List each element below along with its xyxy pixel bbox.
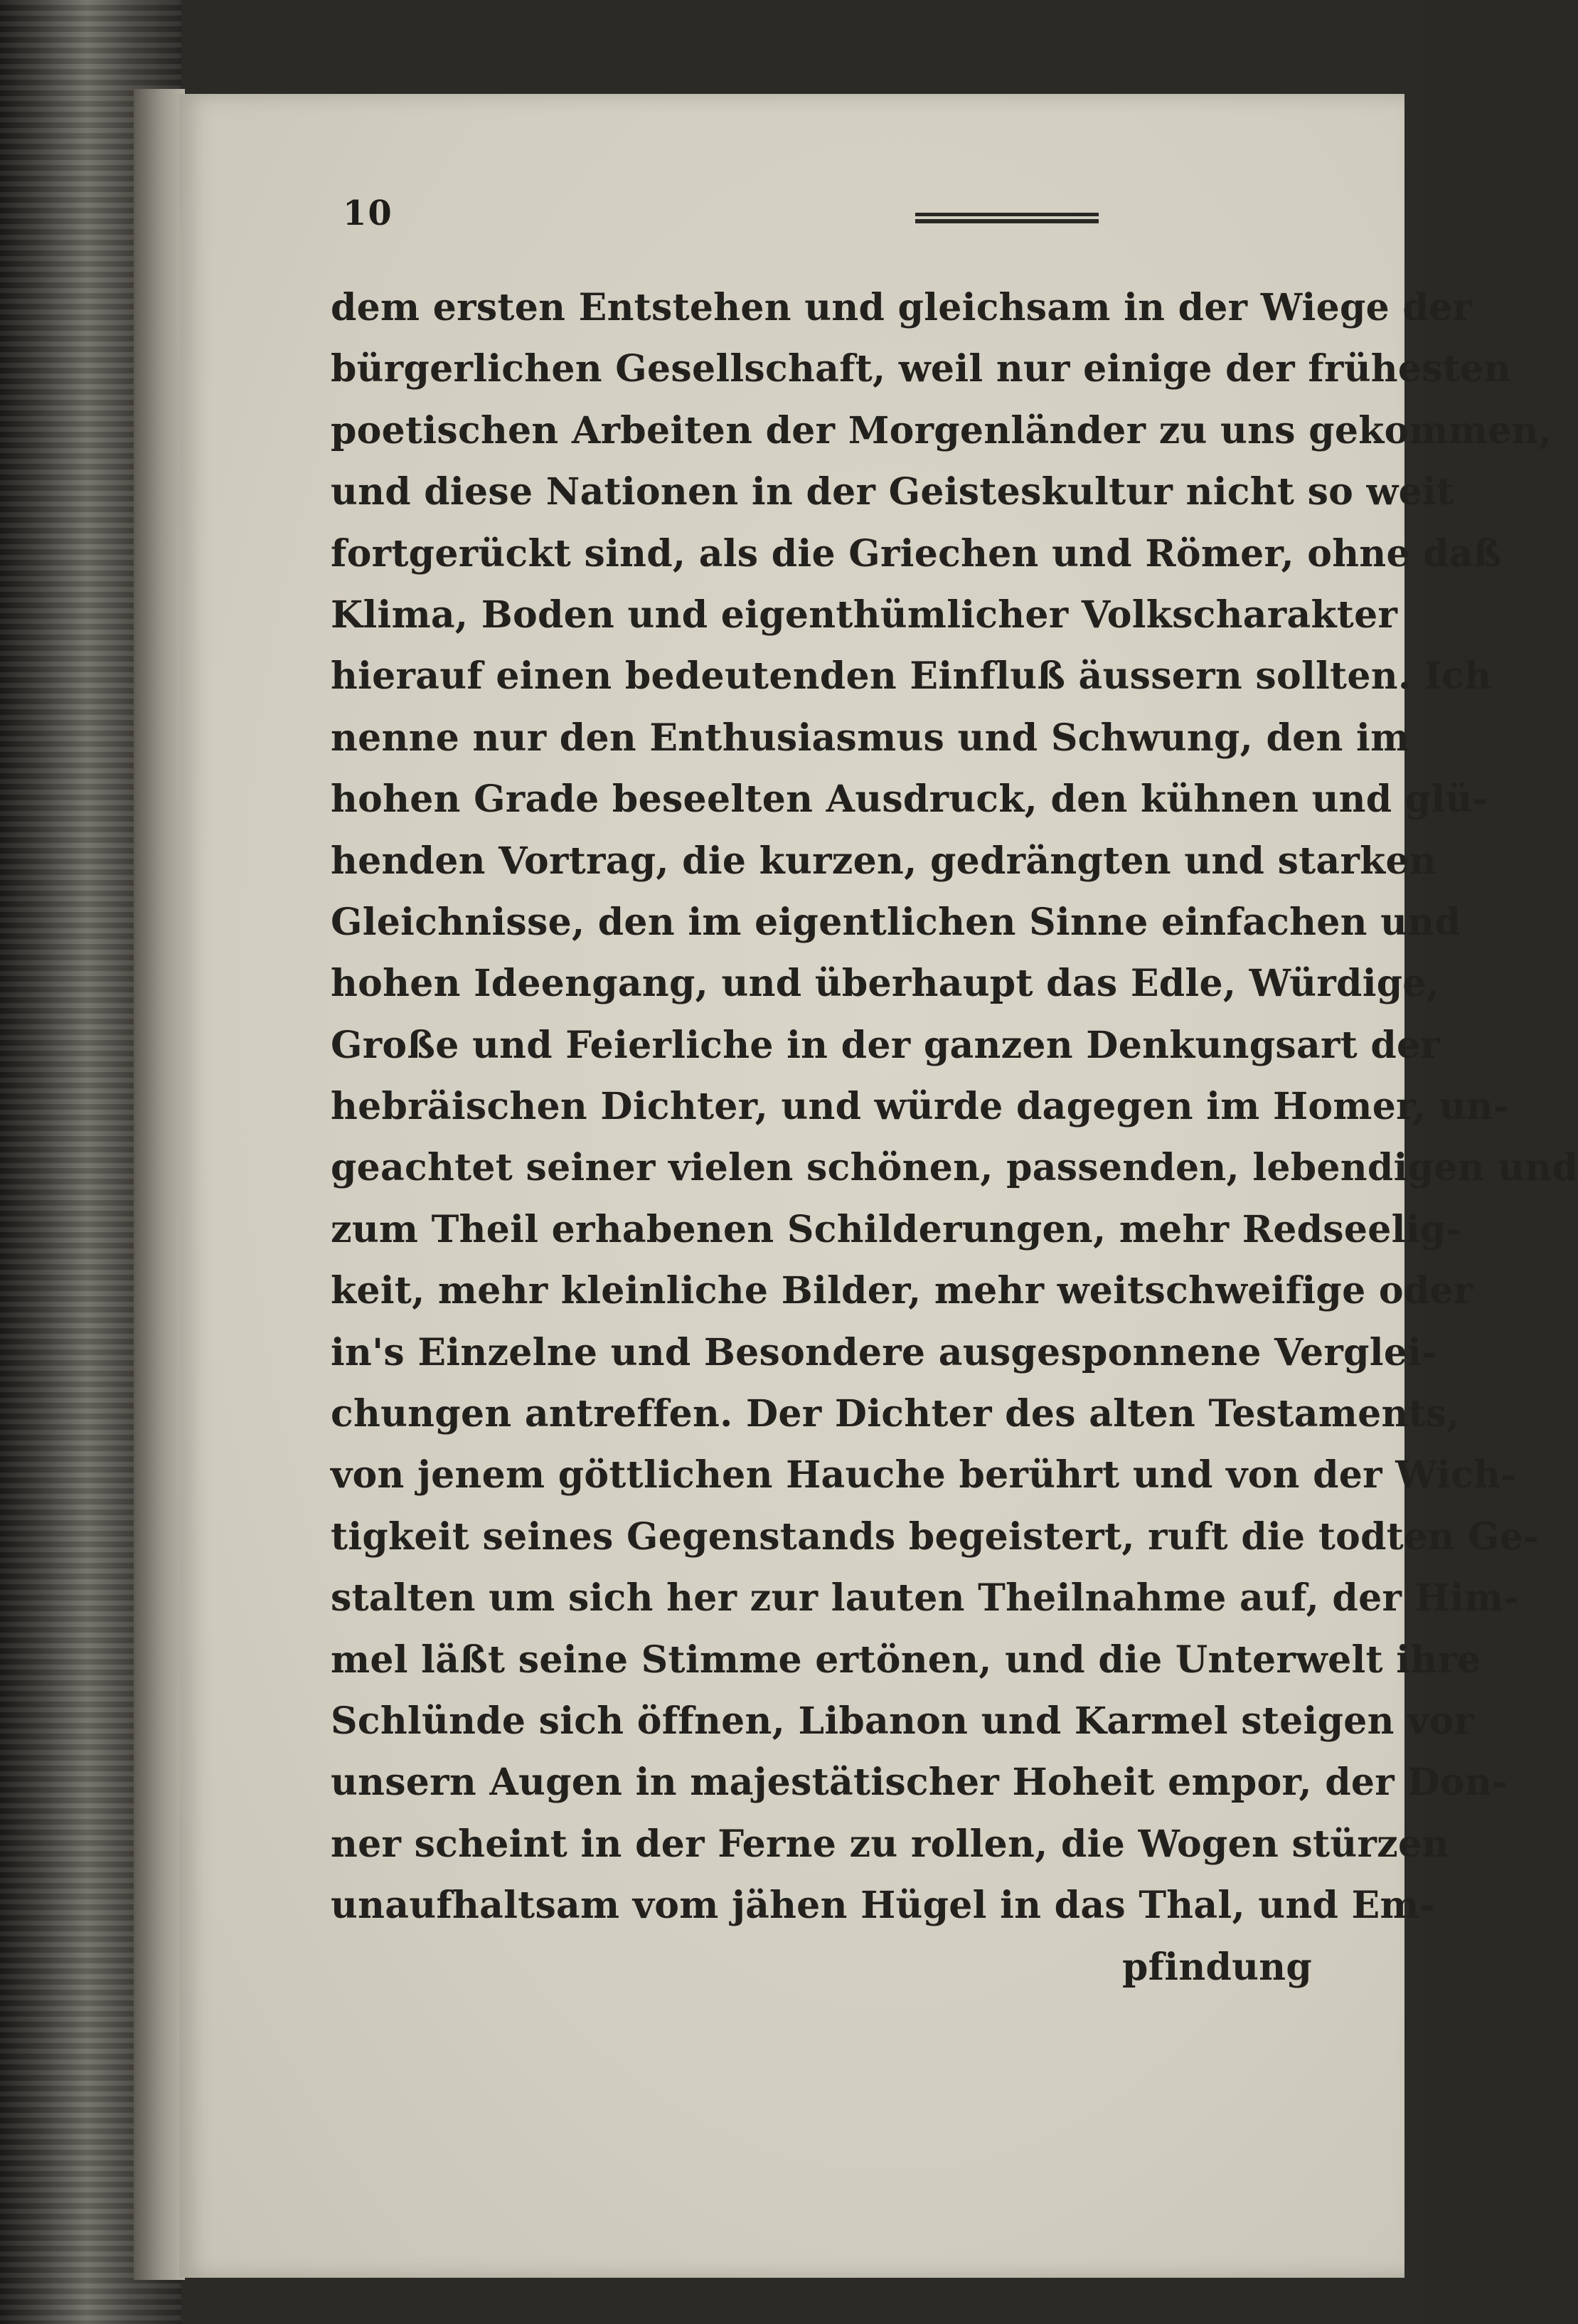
header-double-rule xyxy=(915,213,1099,225)
text-line: unsern Augen in majestätischer Hoheit empor, der Don- xyxy=(331,1761,1508,1805)
text-line: fortgerückt sind, als die Griechen und Römer, ohne daß xyxy=(331,531,1502,575)
text-line: hebräischen Dichter, und würde dagegen im Homer, un- xyxy=(331,1085,1509,1129)
text-line: ner scheint in der Ferne zu rollen, die Wogen stürzen xyxy=(331,1822,1449,1866)
text-line: Klima, Boden und eigenthümlicher Volkscharakter xyxy=(331,593,1398,637)
text-line: tigkeit seines Gegenstands begeistert, ruft die todten Ge- xyxy=(331,1514,1539,1559)
text-line: dem ersten Entstehen und gleichsam in der Wiege der xyxy=(331,286,1473,329)
text-line: in's Einzelne und Besondere ausgesponnene Verglei- xyxy=(331,1330,1438,1374)
page-edge xyxy=(134,89,185,2280)
text-line: geachtet seiner vielen schönen, passenden, lebendigen und xyxy=(331,1146,1578,1190)
text-line: hohen Ideengang, und überhaupt das Edle, Würdige, xyxy=(331,962,1440,1006)
text-line: und diese Nationen in der Geisteskultur nicht so weit xyxy=(331,470,1454,514)
text-line: von jenem göttlichen Hauche berührt und von der Wich- xyxy=(331,1453,1517,1497)
text-line: poetischen Arbeiten der Morgenländer zu uns gekommen, xyxy=(331,408,1552,452)
catchword: pfindung xyxy=(1121,1945,1312,1989)
text-line: Schlünde sich öffnen, Libanon und Karmel steigen vor xyxy=(331,1699,1474,1743)
header-rule-top xyxy=(915,213,1099,216)
text-line: hohen Grade beseelten Ausdruck, den kühnen und glü- xyxy=(331,778,1488,822)
text-line: stalten um sich her zur lauten Theilnahme auf, der Him- xyxy=(331,1576,1520,1620)
text-line: nenne nur den Enthusiasmus und Schwung, den im xyxy=(331,716,1410,760)
body-text xyxy=(331,277,1578,1998)
text-line: chungen antreffen. Der Dichter des alten Testaments, xyxy=(331,1392,1460,1436)
text-line: mel läßt seine Stimme ertönen, und die Unterwelt ihre xyxy=(331,1638,1481,1682)
text-line: keit, mehr kleinliche Bilder, mehr weitschweifige oder xyxy=(331,1269,1473,1313)
header-rule-bottom xyxy=(915,219,1099,223)
text-line: Große und Feierliche in der ganzen Denkungsart der xyxy=(331,1023,1441,1067)
text-line: unaufhaltsam vom jähen Hügel in das Thal, und Em- xyxy=(331,1884,1435,1928)
text-line: henden Vortrag, die kurzen, gedrängten und starken xyxy=(331,839,1436,883)
text-line: zum Theil erhabenen Schilderungen, mehr Redseelig- xyxy=(331,1207,1462,1251)
page-number: 10 xyxy=(343,193,393,233)
text-line: Gleichnisse, den im eigentlichen Sinne einfachen und xyxy=(331,900,1461,944)
text-line: bürgerlichen Gesellschaft, weil nur einige der frühesten xyxy=(331,347,1511,391)
text-line: hierauf einen bedeutenden Einfluß äussern sollten. Ich xyxy=(331,654,1492,699)
